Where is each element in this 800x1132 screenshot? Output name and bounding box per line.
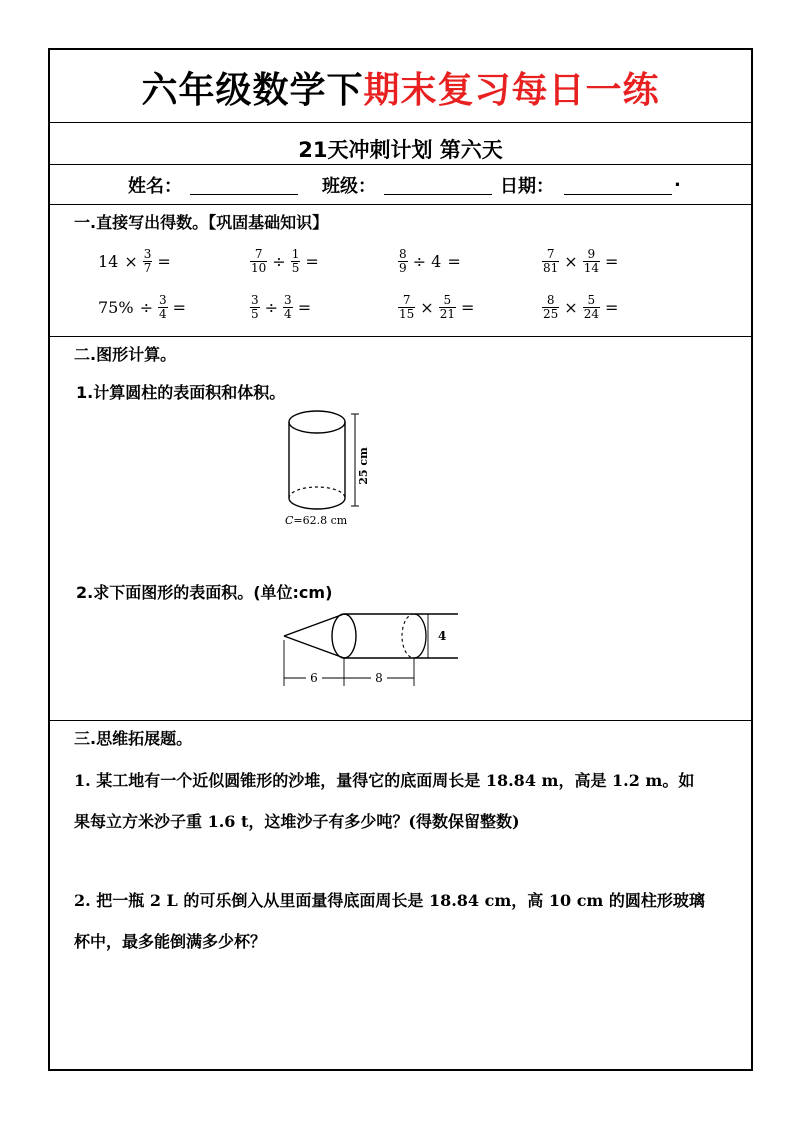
denominator: 10 bbox=[251, 261, 267, 275]
question-compound-shape: 2.求下面图形的表面积。(单位:cm) bbox=[76, 583, 333, 602]
cylinder-bottom-back bbox=[289, 487, 345, 498]
circumference-var: C bbox=[285, 514, 294, 527]
cone-upper-edge bbox=[284, 614, 344, 636]
cone-lower-edge bbox=[284, 636, 344, 658]
denominator: 14 bbox=[583, 261, 599, 275]
class-blank[interactable] bbox=[384, 194, 492, 195]
expression-item bbox=[248, 294, 314, 321]
numerator: 1 bbox=[291, 247, 300, 261]
name-blank[interactable] bbox=[190, 194, 298, 195]
fraction bbox=[291, 248, 301, 275]
denominator: 7 bbox=[143, 261, 152, 275]
name-label: 姓名： bbox=[128, 176, 182, 197]
cylinder-end-back bbox=[402, 614, 414, 658]
title-red: 期末复习每日一练 bbox=[363, 70, 660, 111]
fraction bbox=[398, 248, 408, 275]
fraction bbox=[283, 294, 293, 321]
divider bbox=[50, 204, 751, 205]
numerator: 3 bbox=[143, 247, 152, 261]
fraction bbox=[398, 294, 415, 321]
expression-item bbox=[540, 294, 621, 321]
cylinder-diagram bbox=[275, 406, 385, 530]
denominator: 9 bbox=[399, 261, 407, 275]
divider bbox=[50, 720, 751, 721]
problem-2-line-1: 2. 把一瓶 2 L 的可乐倒入从里面量得底面周长是 18.84 cm，高 10 cm 的圆柱形玻璃 bbox=[74, 891, 705, 910]
denominator: 81 bbox=[543, 261, 559, 275]
expression-item bbox=[396, 294, 477, 321]
word-problem-1 bbox=[74, 760, 734, 842]
class-label: 班级： bbox=[322, 176, 376, 197]
denominator: 5 bbox=[291, 261, 300, 275]
denominator: 24 bbox=[583, 307, 599, 321]
expression-item bbox=[98, 248, 174, 275]
operator: ÷ bbox=[264, 298, 279, 317]
section2-heading: 二.图形计算。 bbox=[74, 345, 177, 364]
problem-2-line-2: 杯中，最多能倒满多少杯？ bbox=[74, 932, 267, 951]
problem-1-line-1: 1. 某工地有一个近似圆锥形的沙堆，量得它的底面周长是 18.84 m，高是 1.2 m。如 bbox=[74, 771, 695, 790]
numerator: 3 bbox=[158, 293, 167, 307]
fraction bbox=[143, 248, 153, 275]
numerator: 7 bbox=[254, 247, 263, 261]
student-info-row bbox=[50, 168, 751, 198]
numerator: 3 bbox=[284, 293, 292, 307]
diameter-label: 4 bbox=[438, 629, 447, 643]
fraction bbox=[583, 294, 600, 321]
fraction bbox=[158, 294, 168, 321]
numerator: 9 bbox=[587, 247, 596, 261]
numerator: 5 bbox=[443, 293, 452, 307]
cylinder-end-front bbox=[414, 614, 426, 658]
operator: × bbox=[124, 252, 138, 271]
worksheet-frame bbox=[48, 48, 753, 1071]
lead-number: 75% bbox=[98, 298, 134, 317]
fraction bbox=[542, 248, 559, 275]
lead-number: 14 bbox=[98, 252, 119, 271]
equals-sign: = bbox=[604, 298, 619, 317]
equals-sign: = bbox=[157, 252, 171, 271]
equals-sign: = bbox=[305, 252, 319, 271]
operator: × bbox=[420, 298, 434, 317]
question-cylinder: 1.计算圆柱的表面积和体积。 bbox=[76, 383, 286, 402]
circumference-value: =62.8 cm bbox=[293, 514, 348, 527]
fraction bbox=[250, 294, 260, 321]
cone-base-ellipse bbox=[332, 614, 356, 658]
denominator: 21 bbox=[439, 307, 455, 321]
section1-heading: 一.直接写出得数。【巩固基础知识】 bbox=[74, 213, 329, 232]
end-mark: . bbox=[674, 170, 681, 191]
page-subtitle: 21天冲刺计划 第六天 bbox=[298, 138, 503, 162]
denominator: 15 bbox=[399, 307, 415, 321]
numerator: 3 bbox=[251, 293, 259, 307]
equals-sign: = bbox=[447, 252, 461, 271]
operator: × bbox=[564, 298, 578, 317]
fraction bbox=[583, 248, 600, 275]
divider bbox=[50, 122, 751, 123]
circumference-label bbox=[285, 514, 348, 527]
denominator: 4 bbox=[158, 307, 167, 321]
cone-length-label: 6 bbox=[310, 671, 318, 685]
title-black: 六年级数学下 bbox=[141, 70, 364, 111]
numerator: 7 bbox=[402, 293, 411, 307]
denominator: 5 bbox=[251, 307, 259, 321]
operator: ÷ bbox=[272, 252, 286, 271]
height-label: 25 cm bbox=[357, 447, 370, 485]
divider bbox=[50, 164, 751, 165]
word-problem-2 bbox=[74, 880, 734, 962]
cylinder-top-ellipse bbox=[289, 411, 345, 433]
problem-1-line-2: 果每立方米沙子重 1.6 t，这堆沙子有多少吨？(得数保留整数) bbox=[74, 812, 520, 831]
expression-item bbox=[540, 248, 621, 275]
expression-item bbox=[98, 294, 189, 321]
page-title bbox=[50, 62, 751, 113]
equals-sign: = bbox=[460, 298, 475, 317]
equals-sign: = bbox=[172, 298, 187, 317]
numerator: 5 bbox=[587, 293, 596, 307]
denominator: 25 bbox=[543, 307, 559, 321]
fraction bbox=[439, 294, 456, 321]
divider bbox=[50, 336, 751, 337]
operator: × bbox=[564, 252, 578, 271]
date-label: 日期： bbox=[500, 176, 554, 197]
equals-sign: = bbox=[297, 298, 312, 317]
numerator: 8 bbox=[546, 293, 555, 307]
cone-cylinder-diagram bbox=[278, 610, 478, 688]
cylinder-bottom-front bbox=[289, 498, 345, 509]
fraction bbox=[542, 294, 559, 321]
expression-item bbox=[248, 248, 322, 275]
fraction bbox=[250, 248, 267, 275]
numerator: 8 bbox=[399, 247, 407, 261]
date-blank[interactable] bbox=[564, 194, 672, 195]
operator: ÷ bbox=[139, 298, 153, 317]
expression-item bbox=[396, 248, 464, 275]
equals-sign: = bbox=[604, 252, 619, 271]
operator: ÷ 4 bbox=[412, 252, 442, 271]
numerator: 7 bbox=[546, 247, 555, 261]
cylinder-length-label: 8 bbox=[375, 671, 383, 685]
denominator: 4 bbox=[284, 307, 292, 321]
section3-heading: 三.思维拓展题。 bbox=[74, 729, 193, 748]
